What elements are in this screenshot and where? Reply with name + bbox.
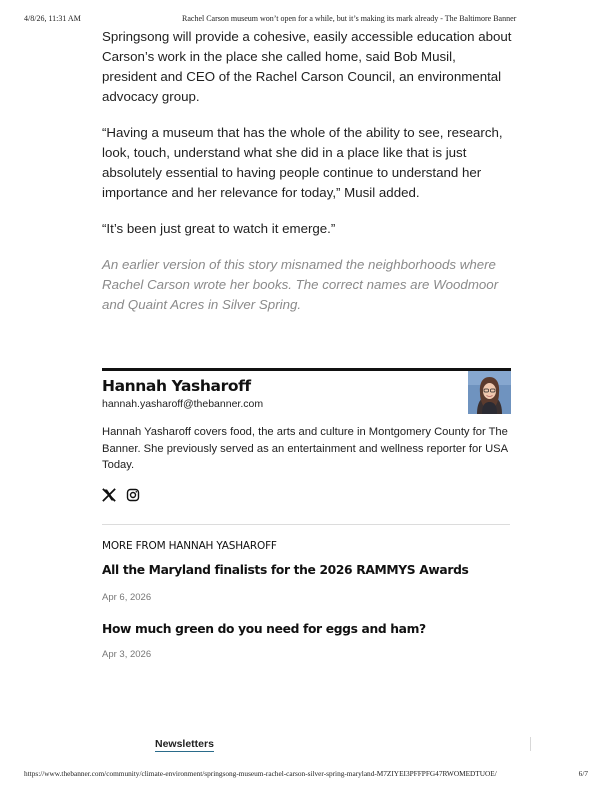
related-story-title[interactable]: All the Maryland finalists for the 2026 RAMMYS Awards <box>102 563 469 577</box>
article-paragraph: “Having a museum that has the whole of the ability to see, research, look, touch, understand what she did in a place like that is just absolutely essential to having people continue to understand her importance and her relevance for today,” Musil added. <box>102 125 503 200</box>
article-paragraph: Springsong will provide a cohesive, easily accessible education about Carson’s work in the place she called home, said Bob Musil, president and CEO of the Rachel Carson Council, an environmental advocacy group. <box>102 29 512 104</box>
author-email[interactable]: hannah.yasharoff@thebanner.com <box>102 398 264 410</box>
author-bio: Hannah Yasharoff covers food, the arts and culture in Montgomery County for The Banner. She previously served as an entertainment and wellness reporter for USA Today. <box>102 426 508 471</box>
print-page-number: 6/7 <box>578 769 588 778</box>
print-url: https://www.thebanner.com/community/climate-environment/springsong-museum-rachel-carson-silver-spring-maryland-M7ZIYEI3PFFPFG47RWOMEDTUOE/ <box>24 769 497 778</box>
article-body <box>102 27 514 315</box>
newsletters-link[interactable]: Newsletters <box>155 738 214 750</box>
related-story-date: Apr 3, 2026 <box>102 649 152 660</box>
print-date: 4/8/26, 11:31 AM <box>24 14 81 23</box>
correction-note: An earlier version of this story misnamed the neighborhoods where Rachel Carson wrote her books. The correct names are Woodmoor and Quaint Acres in Silver Spring. <box>102 257 499 312</box>
author-divider <box>102 368 511 371</box>
print-footer <box>0 769 612 781</box>
x-icon[interactable] <box>102 488 116 502</box>
more-from-heading: MORE FROM HANNAH YASHAROFF <box>102 540 277 552</box>
article-paragraph: “It’s been just great to watch it emerge.” <box>102 221 336 236</box>
print-header <box>0 14 612 26</box>
author-card <box>102 368 511 411</box>
related-story-date: Apr 6, 2026 <box>102 592 152 603</box>
instagram-icon[interactable] <box>126 488 140 502</box>
author-avatar <box>468 371 511 414</box>
print-title: Rachel Carson museum won’t open for a while, but it’s making its mark already - The Baltimore Banner <box>182 14 517 23</box>
author-name[interactable]: Hannah Yasharoff <box>102 377 251 395</box>
footer-separator <box>530 737 531 751</box>
related-story-title[interactable]: How much green do you need for eggs and ham? <box>102 622 426 636</box>
section-divider <box>102 524 510 525</box>
author-social-links <box>102 487 140 503</box>
